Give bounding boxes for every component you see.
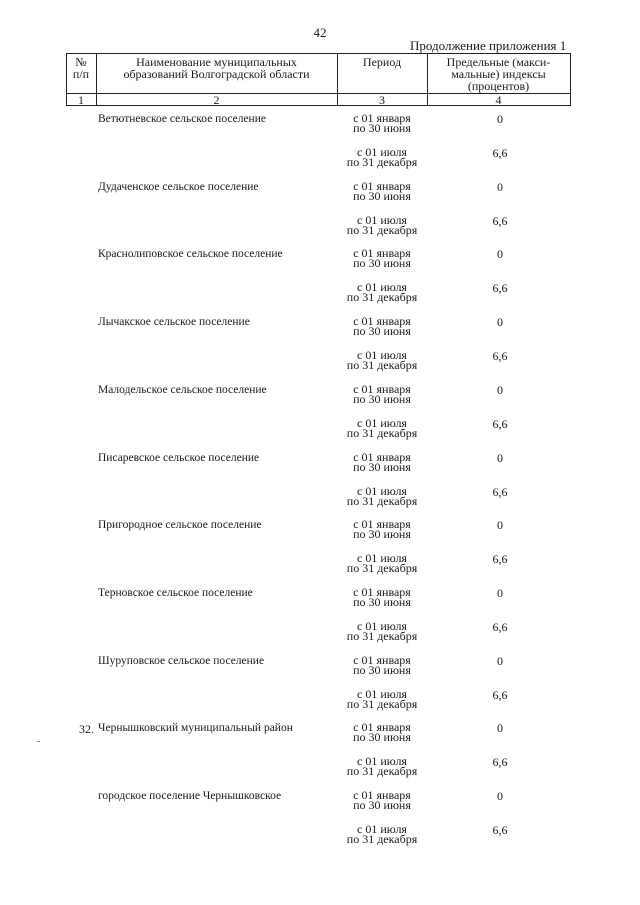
index-second-half: 6,6	[492, 417, 508, 431]
index-first-half: 0	[497, 789, 503, 803]
index-second-half: 6,6	[492, 349, 508, 363]
table-row	[0, 452, 640, 520]
column-number-2: 2	[213, 93, 220, 107]
index-second-half: 6,6	[492, 485, 508, 499]
index-first-half: 0	[497, 383, 503, 397]
index-first-half: 0	[497, 451, 503, 465]
period-first-half: с 01 января по 30 июня	[353, 314, 411, 338]
continuation-note: Продолжение приложения 1	[410, 38, 567, 53]
table-row	[0, 655, 640, 723]
period-second-half: с 01 июля по 31 декабря	[346, 754, 418, 778]
period-second-half: с 01 июля по 31 декабря	[346, 822, 418, 846]
municipality-name: Терновское сельское поселение	[98, 587, 253, 599]
period-second-half: с 01 июля по 31 декабря	[346, 619, 418, 643]
municipality-name: Ветютневское сельское поселение	[98, 113, 266, 125]
period-first-half: с 01 января по 30 июня	[353, 450, 411, 474]
period-second-half: с 01 июля по 31 декабря	[346, 348, 418, 372]
period-first-half: с 01 января по 30 июня	[353, 382, 411, 406]
table-row	[0, 587, 640, 655]
table-row	[0, 248, 640, 316]
municipality-name: Лычакское сельское поселение	[98, 316, 250, 328]
period-second-half: с 01 июля по 31 декабря	[346, 280, 418, 304]
period-first-half: с 01 января по 30 июня	[353, 179, 411, 203]
period-first-half: с 01 января по 30 июня	[353, 720, 411, 744]
column-number-3: 3	[379, 93, 385, 107]
municipality-name: городское поселение Чернышковское	[98, 790, 282, 802]
municipality-name: Шуруповское сельское поселение	[98, 655, 265, 667]
column-number-1: 1	[78, 93, 84, 107]
table-row	[0, 316, 640, 384]
index-second-half: 6,6	[492, 146, 508, 160]
index-first-half: 0	[497, 315, 503, 329]
municipality-name: Писаревское сельское поселение	[98, 452, 260, 464]
index-second-half: 6,6	[492, 755, 508, 769]
row-number: 32.	[79, 722, 94, 736]
period-second-half: с 01 июля по 31 декабря	[346, 416, 418, 440]
index-second-half: 6,6	[492, 688, 508, 702]
index-second-half: 6,6	[492, 552, 508, 566]
index-first-half: 0	[497, 518, 503, 532]
table-row	[0, 113, 640, 181]
table-row	[0, 384, 640, 452]
municipality-name: Малодельское сельское поселение	[98, 384, 267, 396]
index-first-half: 0	[497, 654, 503, 668]
period-first-half: с 01 января по 30 июня	[353, 585, 411, 609]
period-first-half: с 01 января по 30 июня	[353, 111, 411, 135]
header-col-period: Период	[362, 55, 402, 69]
index-second-half: 6,6	[492, 214, 508, 228]
period-second-half: с 01 июля по 31 декабря	[346, 213, 418, 237]
scan-speck	[37, 741, 40, 742]
municipality-name: Краснолиповское сельское поселение	[98, 248, 283, 260]
header-top-rule	[66, 53, 571, 54]
table-row	[0, 519, 640, 587]
index-first-half: 0	[497, 721, 503, 735]
column-number-4: 4	[495, 93, 502, 107]
table-row	[0, 722, 640, 790]
period-first-half: с 01 января по 30 июня	[353, 653, 411, 677]
municipality-name: Пригородное сельское поселение	[98, 519, 262, 531]
period-second-half: с 01 июля по 31 декабря	[346, 687, 418, 711]
index-second-half: 6,6	[492, 620, 508, 634]
table-row	[0, 790, 640, 858]
index-first-half: 0	[497, 247, 503, 261]
header-divider-5	[570, 53, 571, 106]
municipality-name: Дудаченское сельское поселение	[98, 181, 259, 193]
period-second-half: с 01 июля по 31 декабря	[346, 551, 418, 575]
period-second-half: с 01 июля по 31 декабря	[346, 484, 418, 508]
index-first-half: 0	[497, 586, 503, 600]
page-number: 42	[313, 25, 327, 40]
index-first-half: 0	[497, 180, 503, 194]
period-first-half: с 01 января по 30 июня	[353, 788, 411, 812]
index-second-half: 6,6	[492, 281, 508, 295]
index-first-half: 0	[497, 112, 503, 126]
header-col-index: Предельные (макси- мальные) индексы (процентов)	[446, 55, 551, 93]
period-second-half: с 01 июля по 31 декабря	[346, 145, 418, 169]
period-first-half: с 01 января по 30 июня	[353, 517, 411, 541]
municipality-name: Чернышковский муниципальный район	[98, 722, 293, 734]
index-second-half: 6,6	[492, 823, 508, 837]
header-col-no: № п/п	[72, 55, 90, 81]
period-first-half: с 01 января по 30 июня	[353, 246, 411, 270]
header-col-name: Наименование муниципальных образований Волгоградской области	[123, 55, 310, 81]
table-row	[0, 181, 640, 249]
